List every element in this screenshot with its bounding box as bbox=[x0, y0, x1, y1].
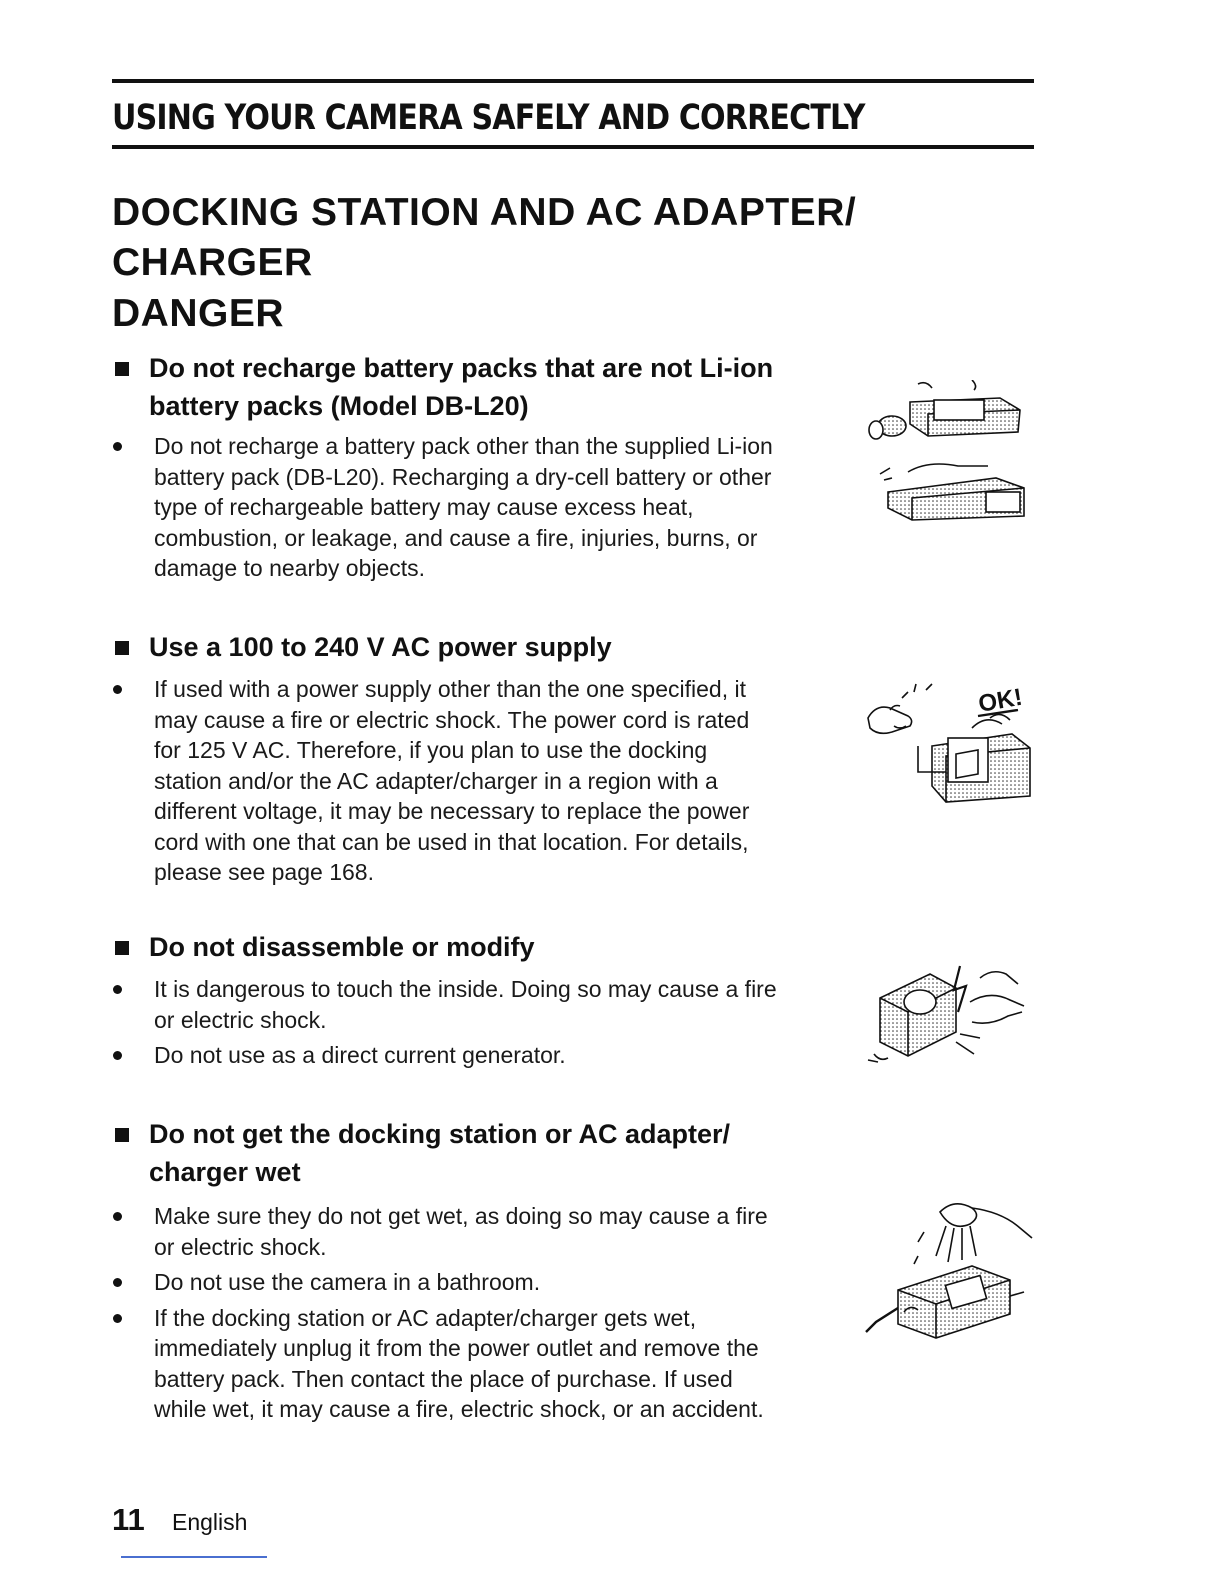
page-title bbox=[112, 188, 1012, 288]
round-bullet-icon bbox=[113, 685, 122, 694]
section-heading: Do not recharge battery packs that are not Li-ion battery packs (Model DB-L20) bbox=[112, 349, 872, 425]
square-bullet-icon bbox=[115, 941, 129, 955]
section-power-supply bbox=[112, 628, 872, 888]
language-label: English bbox=[172, 1509, 248, 1535]
header-bottom-rule bbox=[112, 145, 1034, 149]
bullet-item: Do not recharge a battery pack other than the supplied Li-ion battery pack (DB-L20). Recharging a dry-cell battery or other type of rechargeable battery may cause excess heat, combustion, or leakage, and cause a fire, injuries, burns, or damage to nearby objects. bbox=[112, 431, 872, 584]
round-bullet-icon bbox=[113, 1278, 122, 1287]
round-bullet-icon bbox=[113, 1051, 122, 1060]
header-top-rule bbox=[112, 79, 1034, 83]
page-number: 11 bbox=[112, 1502, 145, 1537]
page-title-line: CHARGER bbox=[112, 241, 313, 284]
docking-station-ok-illustration-icon bbox=[862, 668, 1034, 804]
danger-label: DANGER bbox=[112, 292, 285, 335]
section-heading: Do not disassemble or modify bbox=[112, 928, 872, 966]
page-title-line: DOCKING STATION AND AC ADAPTER/ bbox=[112, 191, 857, 234]
bullet-item: Do not use as a direct current generator. bbox=[112, 1040, 872, 1071]
bullet-item: If used with a power supply other than the one specified, it may cause a fire or electric shock. The power cord is rated for 125 V AC. Therefore, if you plan to use the docking station and/or the AC adapter/charger in a region with a different voltage, it may be necessary to replace the power cord with one that can be used in that location. For details, please see page 168. bbox=[112, 674, 872, 888]
section-li-ion-recharge bbox=[112, 349, 872, 584]
round-bullet-icon bbox=[113, 985, 122, 994]
round-bullet-icon bbox=[113, 442, 122, 451]
square-bullet-icon bbox=[115, 641, 129, 655]
square-bullet-icon bbox=[115, 362, 129, 376]
bullet-item: Do not use the camera in a bathroom. bbox=[112, 1267, 872, 1298]
bullet-item: If the docking station or AC adapter/charger gets wet, immediately unplug it from the power outlet and remove the battery pack. Then contact the place of purchase. If used while wet, it may cause a fire, electric shock, or an accident. bbox=[112, 1303, 872, 1425]
footer-underline bbox=[121, 1556, 267, 1558]
section-heading: Use a 100 to 240 V AC power supply bbox=[112, 628, 872, 666]
disassembly-shock-illustration-icon bbox=[860, 958, 1030, 1068]
running-header: USING YOUR CAMERA SAFELY AND CORRECTLY bbox=[112, 98, 865, 138]
charger-battery-illustration-icon bbox=[868, 380, 1032, 526]
section-disassemble bbox=[112, 928, 872, 1071]
section-keep-dry bbox=[112, 1115, 872, 1425]
round-bullet-icon bbox=[113, 1314, 122, 1323]
bullet-item: Make sure they do not get wet, as doing so may cause a fire or electric shock. bbox=[112, 1201, 872, 1262]
round-bullet-icon bbox=[113, 1212, 122, 1221]
bullet-item: It is dangerous to touch the inside. Doing so may cause a fire or electric shock. bbox=[112, 974, 872, 1035]
ok-mark-label: OK! bbox=[976, 683, 1025, 718]
water-shower-illustration-icon bbox=[860, 1196, 1034, 1346]
section-heading: Do not get the docking station or AC adapter/ charger wet bbox=[112, 1115, 872, 1191]
square-bullet-icon bbox=[115, 1128, 129, 1142]
